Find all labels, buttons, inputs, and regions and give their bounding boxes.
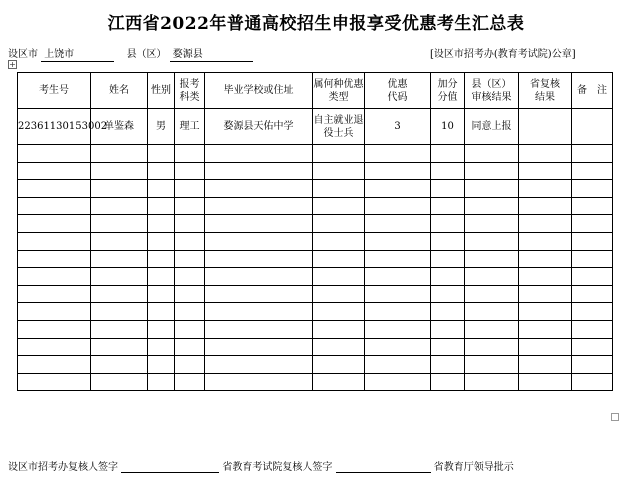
table-cell[interactable] [313, 197, 365, 215]
table-cell[interactable] [91, 197, 148, 215]
table-cell[interactable] [175, 145, 205, 163]
applicant-table [17, 72, 613, 391]
table-cell[interactable] [148, 303, 175, 321]
table-row [18, 109, 613, 145]
table-cell[interactable] [519, 250, 572, 268]
table-cell[interactable] [519, 320, 572, 338]
column-header: 姓名 [91, 73, 148, 109]
table-cell[interactable] [148, 197, 175, 215]
table-cell[interactable] [313, 162, 365, 180]
column-header: 属何种优惠 类型 [313, 73, 365, 109]
table-cell[interactable] [519, 268, 572, 286]
empty-table-row [18, 303, 613, 321]
column-header: 毕业学校或住址 [205, 73, 313, 109]
table-cell[interactable] [175, 268, 205, 286]
table-cell[interactable] [313, 285, 365, 303]
table-cell[interactable] [91, 162, 148, 180]
empty-table-row [18, 215, 613, 233]
table-cell[interactable] [18, 373, 91, 391]
column-header: 备 注 [572, 73, 613, 109]
table-cell[interactable] [465, 180, 519, 198]
table-cell[interactable] [465, 373, 519, 391]
table-cell[interactable] [519, 338, 572, 356]
table-cell[interactable] [18, 197, 91, 215]
table-cell[interactable] [175, 197, 205, 215]
table-cell[interactable] [313, 356, 365, 374]
table-cell[interactable] [431, 250, 465, 268]
table-cell[interactable] [465, 215, 519, 233]
empty-table-row [18, 197, 613, 215]
table-cell[interactable] [205, 285, 313, 303]
table-cell[interactable] [572, 109, 613, 145]
table-cell[interactable] [365, 285, 431, 303]
table-cell[interactable] [148, 232, 175, 250]
column-header: 省复核 结果 [519, 73, 572, 109]
table-cell[interactable] [431, 215, 465, 233]
stamp-label: [设区市招考办(教育考试院)公章] [430, 49, 576, 60]
table-cell[interactable] [18, 338, 91, 356]
empty-table-row [18, 356, 613, 374]
table-cell[interactable] [365, 320, 431, 338]
table-cell[interactable] [572, 197, 613, 215]
table-cell[interactable] [431, 338, 465, 356]
table-cell[interactable] [18, 356, 91, 374]
table-cell[interactable] [148, 356, 175, 374]
table-cell[interactable]: 3 [365, 109, 431, 145]
table-cell[interactable] [205, 303, 313, 321]
table-cell[interactable] [205, 232, 313, 250]
table-cell[interactable] [148, 268, 175, 286]
table-cell[interactable]: 婺源县天佑中学 [205, 109, 313, 145]
table-cell[interactable] [175, 338, 205, 356]
table-cell[interactable] [465, 356, 519, 374]
table-cell[interactable] [91, 232, 148, 250]
table-cell[interactable] [519, 232, 572, 250]
table-cell[interactable] [572, 232, 613, 250]
table-cell[interactable] [572, 180, 613, 198]
page-title: 江西省2022年普通高校招生申报享受优惠考生汇总表 [107, 14, 525, 34]
empty-table-row [18, 285, 613, 303]
county-field[interactable]: 婺源县 [170, 49, 253, 62]
table-cell[interactable] [91, 373, 148, 391]
table-cell[interactable] [175, 373, 205, 391]
table-cell[interactable] [465, 250, 519, 268]
table-cell[interactable] [431, 197, 465, 215]
table-cell[interactable] [148, 320, 175, 338]
table-cell[interactable]: 理工 [175, 109, 205, 145]
table-cell[interactable] [91, 250, 148, 268]
table-cell[interactable] [519, 197, 572, 215]
column-header: 加分 分值 [431, 73, 465, 109]
table-cell[interactable] [465, 338, 519, 356]
city-signer-label: 设区市招考办复核人签字 [8, 462, 118, 473]
table-cell[interactable] [365, 145, 431, 163]
table-cell[interactable] [313, 250, 365, 268]
table-cell[interactable] [519, 215, 572, 233]
table-cell[interactable] [205, 356, 313, 374]
column-header: 性别 [148, 73, 175, 109]
table-cell[interactable] [91, 145, 148, 163]
table-cell[interactable] [313, 145, 365, 163]
table-cell[interactable] [572, 162, 613, 180]
column-header: 县（区） 审核结果 [465, 73, 519, 109]
column-header: 优惠 代码 [365, 73, 431, 109]
table-cell[interactable]: 男 [148, 109, 175, 145]
table-cell[interactable]: 22361130153002 [18, 109, 91, 145]
table-cell[interactable] [175, 162, 205, 180]
table-cell[interactable] [365, 232, 431, 250]
table-cell[interactable]: 同意上报 [465, 109, 519, 145]
table-cell[interactable] [148, 145, 175, 163]
table-cell[interactable] [18, 250, 91, 268]
table-cell[interactable] [431, 162, 465, 180]
table-cell[interactable] [148, 373, 175, 391]
empty-table-row [18, 268, 613, 286]
table-cell[interactable] [313, 215, 365, 233]
table-cell[interactable] [365, 373, 431, 391]
table-cell[interactable] [519, 285, 572, 303]
table-cell[interactable] [205, 180, 313, 198]
signature-line [8, 458, 514, 473]
table-cell[interactable] [18, 320, 91, 338]
table-cell[interactable] [519, 109, 572, 145]
city-field[interactable]: 上饶市 [41, 49, 114, 62]
table-cell[interactable] [205, 145, 313, 163]
table-cell[interactable] [519, 303, 572, 321]
table-cell[interactable] [465, 232, 519, 250]
table-cell[interactable] [572, 320, 613, 338]
table-cell[interactable] [431, 285, 465, 303]
table-cell[interactable]: 10 [431, 109, 465, 145]
table-cell[interactable] [519, 162, 572, 180]
table-cell[interactable] [519, 180, 572, 198]
table-cell[interactable] [313, 320, 365, 338]
table-cell[interactable] [519, 373, 572, 391]
table-cell[interactable] [18, 232, 91, 250]
table-cell[interactable] [18, 285, 91, 303]
table-cell[interactable] [431, 373, 465, 391]
table-cell[interactable] [313, 303, 365, 321]
table-cell[interactable] [365, 197, 431, 215]
table-cell[interactable] [431, 180, 465, 198]
exam-signer-label: 省教育考试院复核人签字 [222, 462, 333, 473]
table-cell[interactable] [313, 373, 365, 391]
table-cell[interactable] [365, 303, 431, 321]
table-cell[interactable] [91, 285, 148, 303]
table-cell[interactable] [91, 180, 148, 198]
table-cell[interactable] [313, 338, 365, 356]
table-cell[interactable] [465, 145, 519, 163]
table-cell[interactable] [175, 180, 205, 198]
table-cell[interactable] [91, 268, 148, 286]
empty-table-row [18, 338, 613, 356]
table-cell[interactable] [365, 250, 431, 268]
table-cell[interactable] [365, 356, 431, 374]
table-cell[interactable] [205, 250, 313, 268]
table-cell[interactable] [175, 356, 205, 374]
table-cell[interactable] [205, 197, 313, 215]
table-cell[interactable] [465, 285, 519, 303]
table-cell[interactable] [431, 303, 465, 321]
table-cell[interactable] [148, 180, 175, 198]
table-cell[interactable] [431, 232, 465, 250]
table-cell[interactable] [18, 180, 91, 198]
table-cell[interactable] [91, 303, 148, 321]
edu-approval-label: 省教育厅领导批示 [433, 462, 514, 473]
table-cell[interactable] [313, 268, 365, 286]
table-cell[interactable] [572, 373, 613, 391]
table-cell[interactable] [148, 338, 175, 356]
table-cell[interactable] [205, 338, 313, 356]
table-cell[interactable] [205, 373, 313, 391]
table-cell[interactable] [18, 215, 91, 233]
column-header: 考生号 [18, 73, 91, 109]
table-cell[interactable] [572, 215, 613, 233]
table-cell[interactable] [572, 285, 613, 303]
empty-table-row [18, 180, 613, 198]
table-cell[interactable] [431, 356, 465, 374]
empty-table-row [18, 373, 613, 391]
table-cell[interactable] [313, 232, 365, 250]
table-cell[interactable] [18, 268, 91, 286]
table-cell[interactable] [465, 197, 519, 215]
table-cell[interactable] [365, 268, 431, 286]
table-cell[interactable]: 单鉴森 [91, 109, 148, 145]
table-cell[interactable] [175, 285, 205, 303]
table-cell[interactable] [365, 338, 431, 356]
table-cell[interactable] [18, 303, 91, 321]
table-cell[interactable] [365, 162, 431, 180]
exam-signature-field[interactable] [336, 462, 431, 473]
table-cell[interactable] [572, 338, 613, 356]
table-cell[interactable] [175, 320, 205, 338]
table-cell[interactable] [205, 268, 313, 286]
table-cell[interactable] [465, 162, 519, 180]
region-line [8, 45, 253, 62]
column-header: 报考 科类 [175, 73, 205, 109]
table-cell[interactable] [175, 215, 205, 233]
table-cell[interactable] [572, 303, 613, 321]
table-cell[interactable] [465, 320, 519, 338]
empty-table-row [18, 232, 613, 250]
city-signature-field[interactable] [121, 462, 219, 473]
table-cell[interactable] [572, 145, 613, 163]
table-cell[interactable] [148, 162, 175, 180]
table-cell[interactable] [205, 215, 313, 233]
table-cell[interactable] [205, 320, 313, 338]
table-cell[interactable] [572, 250, 613, 268]
table-cell[interactable] [431, 145, 465, 163]
empty-table-row [18, 250, 613, 268]
table-cell[interactable] [175, 232, 205, 250]
table-cell[interactable] [465, 268, 519, 286]
empty-table-row [18, 162, 613, 180]
table-cell[interactable] [91, 215, 148, 233]
table-cell[interactable]: 自主就业退 役士兵 [313, 109, 365, 145]
table-cell[interactable] [91, 356, 148, 374]
county-prefix: 县（区） [126, 49, 167, 60]
empty-table-row [18, 145, 613, 163]
table-cell[interactable] [572, 356, 613, 374]
table-cell[interactable] [313, 180, 365, 198]
table-cell[interactable] [18, 162, 91, 180]
table-cell[interactable] [431, 320, 465, 338]
table-cell[interactable] [572, 268, 613, 286]
table-cell[interactable] [519, 145, 572, 163]
table-cell[interactable] [148, 285, 175, 303]
table-cell[interactable] [91, 320, 148, 338]
table-cell[interactable] [148, 250, 175, 268]
resize-handle-icon[interactable] [611, 413, 619, 421]
table-header-row [18, 73, 613, 109]
table-cell[interactable] [148, 215, 175, 233]
table-cell[interactable] [91, 338, 148, 356]
expand-icon[interactable]: + [9, 60, 16, 69]
table-cell[interactable] [465, 303, 519, 321]
table-cell[interactable] [175, 303, 205, 321]
table-cell[interactable] [365, 215, 431, 233]
table-cell[interactable] [431, 268, 465, 286]
empty-table-row [18, 320, 613, 338]
city-prefix: 设区市 [8, 49, 38, 60]
table-cell[interactable] [519, 356, 572, 374]
table-cell[interactable] [18, 145, 91, 163]
table-cell[interactable] [365, 180, 431, 198]
table-cell[interactable] [205, 162, 313, 180]
table-cell[interactable] [175, 250, 205, 268]
